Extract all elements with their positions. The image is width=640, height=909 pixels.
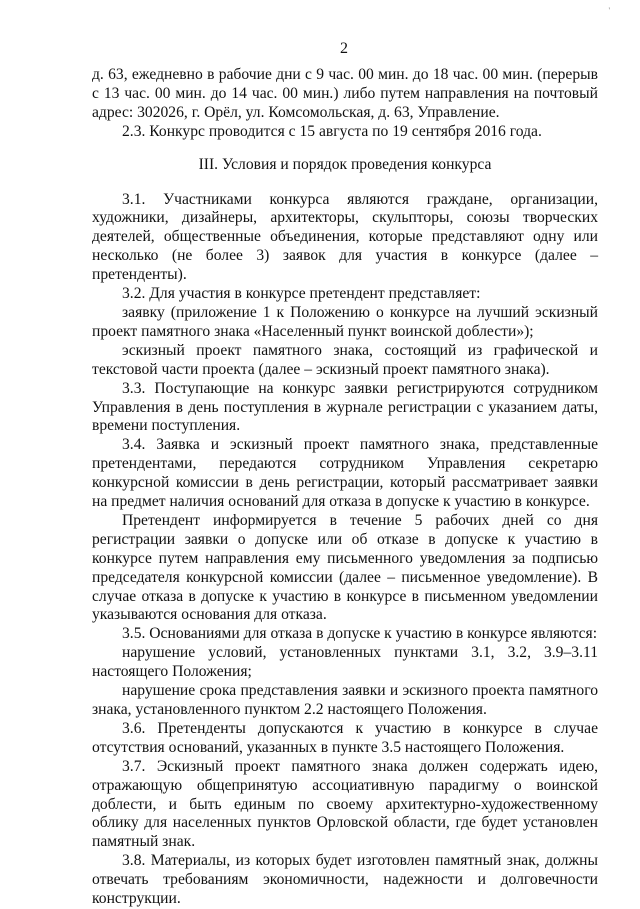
document-body [92, 66, 598, 909]
intro-paragraph: д. 63, ежедневно в рабочие дни с 9 час. 00 мин. до 18 час. 00 мин. (перерыв с 13 час. 00 мин. до 14 час. 00 мин.) либо путем направления на почтовый адрес: 302026, г. Орёл, ул. Комсомольская, д. 63, Управление. [92, 66, 598, 121]
section-title: III. Условия и порядок проведения конкурса [198, 155, 492, 173]
paragraph-3-3: 3.3. Поступающие на конкурс заявки регистрируются сотрудником Управления в день поступления в журнале регистрации с указанием даты, времени поступления. [92, 379, 598, 435]
paragraph-3-5-violation-conditions: нарушение условий, установленных пунктами 3.1, 3.2, 3.9–3.11 настоящего Положения; [92, 644, 598, 681]
corner-mark: ' [608, 6, 610, 15]
paragraph-3-5: 3.5. Основаниями для отказа в допуске к участию в конкурсе являются: [122, 625, 598, 643]
paragraph-3-6: 3.6. Претенденты допускаются к участию в конкурсе в случае отсутствия оснований, указанных в пункте 3.5 настоящего Положения. [92, 719, 598, 756]
paragraph-3-4: 3.4. Заявка и эскизный проект памятного знака, представленные претендентами, передаются сотрудником Управления секретарю конкурсной комиссии в день регистрации, который рассматривает заявки на предмет наличия оснований для отказа в допуске к участию в конкурсе. [92, 436, 598, 511]
paragraph-3-8: 3.8. Материалы, из которых будет изготовлен памятный знак, должны отвечать требованиям экономичности, надежности и долговечности конструкции. [92, 852, 598, 908]
paragraph-2-3: 2.3. Конкурс проводится с 15 августа по 19 сентября 2016 года. [122, 122, 542, 140]
paragraph-3-5-violation-deadline: нарушение срока представления заявки и эскизного проекта памятного знака, установленного пунктом 2.2 настоящего Положения. [92, 682, 598, 718]
paragraph-3-1: 3.1. Участниками конкурса являются граждане, организации, художники, дизайнеры, архитекторы, скульпторы, союзы творческих деятелей, общественные объединения, которые представляют одну или несколько (не более 3) заявок для участия в конкурсе (далее – претенденты). [92, 190, 598, 284]
paragraph-3-2-sketch: эскизный проект памятного знака, состоящий из графической и текстовой части проекта (далее – эскизный проект памятного знака). [92, 341, 598, 378]
paragraph-3-7: 3.7. Эскизный проект памятного знака должен содержать идею, отражающую общепринятую ассоциативную парадигму о воинской доблести, и быть единым по своему архитектурно-художественному облику для населенных пунктов Орловской области, где будет установлен памятный знак. [92, 757, 598, 851]
paragraph-3-2: 3.2. Для участия в конкурсе претендент представляет: [122, 285, 481, 303]
paragraph-3-2-application: заявку (приложение 1 к Положению о конкурсе на лучший эскизный проект памятного знака «Населенный пункт воинской доблести»); [92, 303, 598, 340]
page-number: 2 [340, 40, 348, 57]
paragraph-3-4-notification: Претендент информируется в течение 5 рабочих дней со дня регистрации заявки о допуске или об отказе в допуске к участию в конкурсе путем направления ему письменного уведомления за подписью председателя конкурсной комиссии (далее – письменное уведомление). В случае отказа в допуске к участию в конкурсе в письменном уведомлении указываются основания для отказа. [92, 511, 598, 624]
